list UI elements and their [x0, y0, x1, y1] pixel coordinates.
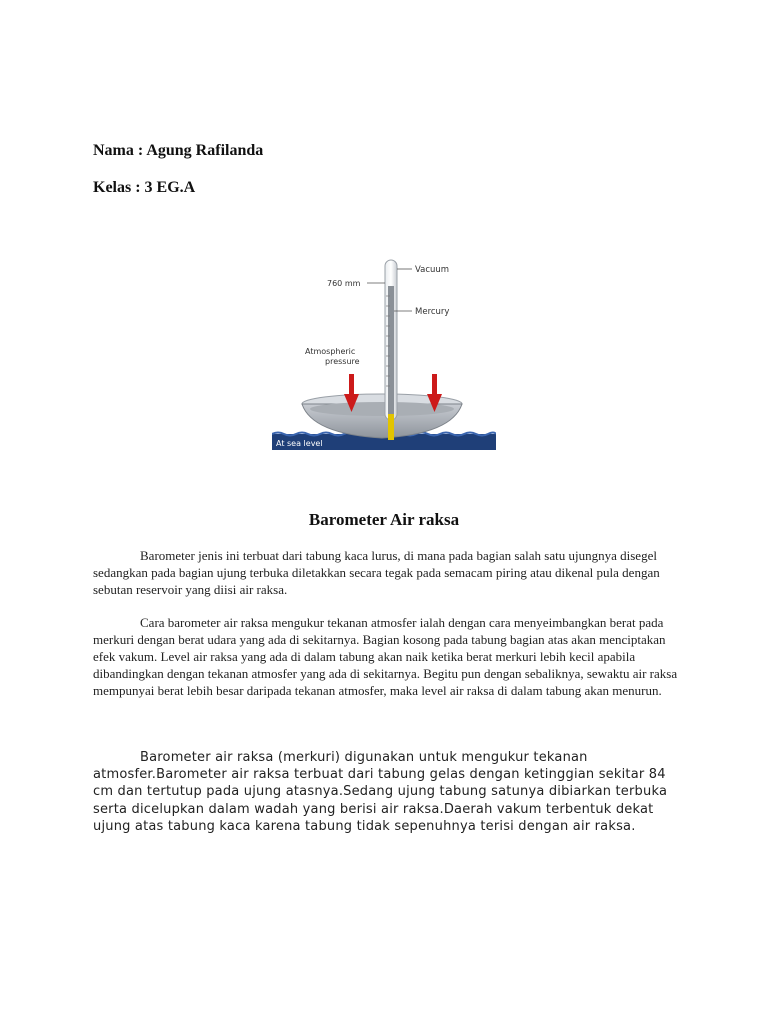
student-name: Nama : Agung Rafilanda: [93, 142, 264, 159]
paragraph-3: Barometer air raksa (merkuri) digunakan untuk mengukur tekanan atmosfer.Barometer air raksa terbuat dari tabung gelas dengan ketinggian sekitar 84 cm dan tertutup pada ujung atasnya.Sedang ujung tabung satunya dibiarkan terbuka serta dicelupkan dalam wadah yang berisi air raksa.Daerah vakum terbentuk dekat ujung atas tabung kaca karena tabung tidak sepenuhnya terisi dengan air raksa.: [93, 750, 668, 834]
label-mercury: Mercury: [415, 307, 450, 317]
label-sea-level: At sea level: [276, 439, 323, 448]
label-pressure: pressure: [325, 357, 360, 366]
paragraph-1: Barometer jenis ini terbuat dari tabung kaca lurus, di mana pada bagian salah satu ujungnya disegel sedangkan pada bagian ujung terbuka diletakkan secara tegak pada semacam piring atau dikenal pula dengan sebutan reservoir yang diisi air raksa.: [93, 548, 660, 597]
tube-base-marker: [388, 414, 394, 440]
label-atmospheric: Atmospheric: [305, 347, 356, 356]
barometer-diagram: [272, 256, 496, 450]
student-class: Kelas : 3 EG.A: [93, 179, 196, 196]
label-vacuum: Vacuum: [415, 265, 450, 275]
barometer-figure: [272, 256, 496, 450]
mercury-column: [388, 286, 394, 414]
label-760mm: 760 mm: [327, 279, 361, 288]
paragraph-2: Cara barometer air raksa mengukur tekanan atmosfer ialah dengan cara menyeimbangkan berat pada merkuri dengan berat udara yang ada di sekitarnya. Bagian kosong pada tabung bagian atas akan menciptakan efek vakum. Level air raksa yang ada di dalam tabung akan naik ketika berat merkuri lebih kecil apabila dibandingkan dengan tekanan atmosfer yang ada di sekitarnya. Begitu pun dengan sebaliknya, sewaktu air raksa mempunyai berat lebih besar daripada tekanan atmosfer, maka level air raksa di dalam tabung akan menurun.: [93, 615, 678, 698]
article-title: Barometer Air raksa: [308, 510, 460, 529]
